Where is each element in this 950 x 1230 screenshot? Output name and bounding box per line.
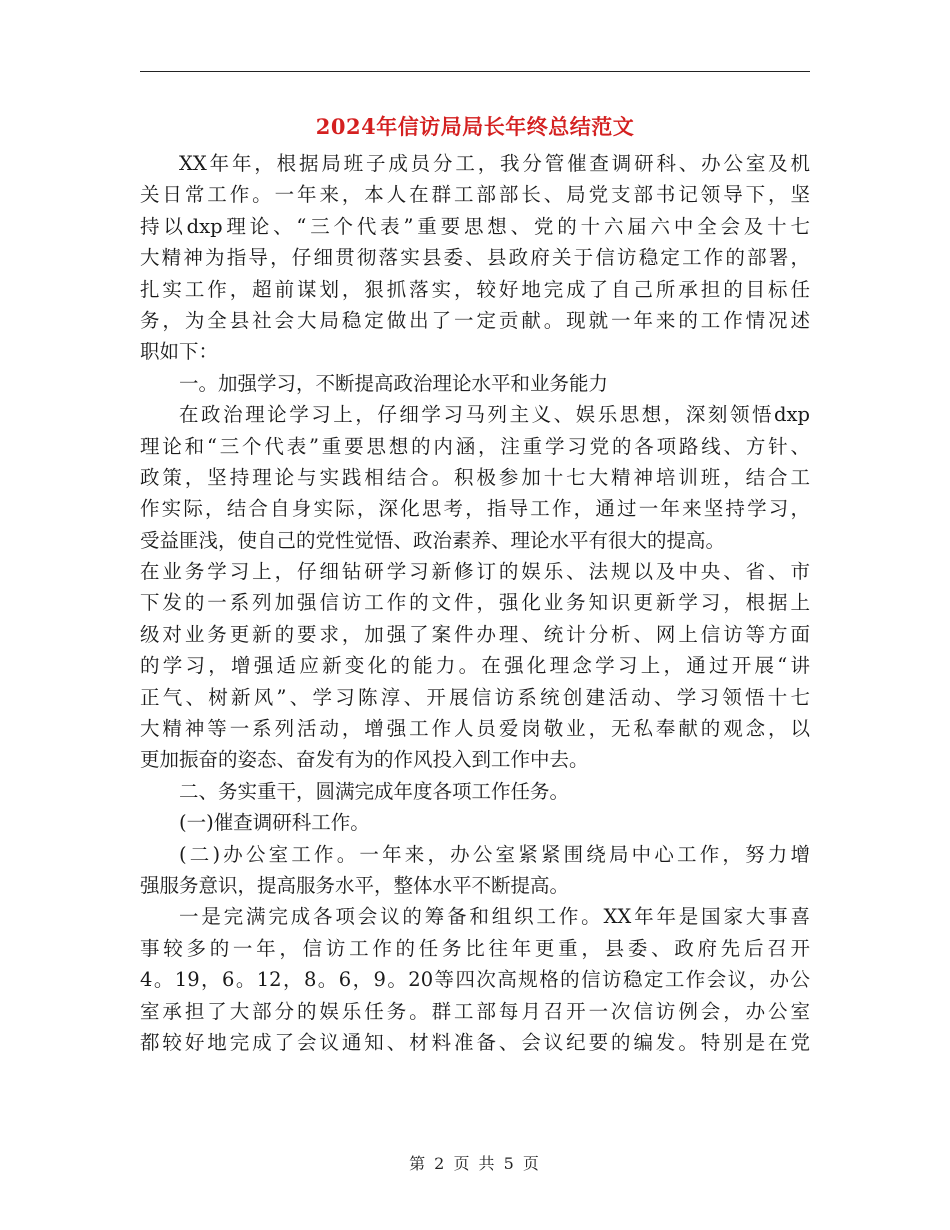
subsection-heading: (一)催查调研科工作。 bbox=[179, 811, 370, 835]
body-line: 关日常工作。一年来，本人在群工部部长、局党支部书记领导下，坚 bbox=[140, 183, 810, 207]
body-line: 作实际，结合自身实际，深化思考，指导工作，通过一年来坚持学习， bbox=[140, 497, 810, 521]
body-line: 更加振奋的姿态、奋发有为的作风投入到工作中去。 bbox=[140, 748, 589, 772]
body-line: 室承担了大部分的娱乐任务。群工部每月召开一次信访例会，办公室 bbox=[140, 999, 810, 1023]
body-line: 职如下： bbox=[140, 340, 219, 364]
body-line: (二)办公室工作。一年来，办公室紧紧围绕局中心工作，努力增 bbox=[179, 842, 810, 866]
document-body bbox=[140, 148, 810, 1058]
body-line: 级对业务更新的要求，加强了案件办理、统计分析、网上信访等方面 bbox=[140, 622, 810, 646]
body-line: 理论和“三个代表”重要思想的内涵，注重学习党的各项路线、方针、 bbox=[140, 434, 810, 458]
section-heading: 一。加强学习，不断提高政治理论水平和业务能力 bbox=[179, 371, 609, 395]
body-line: 大精神等一系列活动，增强工作人员爱岗敬业，无私奉献的观念，以 bbox=[140, 717, 810, 741]
section-heading: 二、务实重干，圆满完成年度各项工作任务。 bbox=[179, 779, 570, 803]
body-line: 政策，坚持理论与实践相结合。积极参加十七大精神培训班，结合工 bbox=[140, 465, 810, 489]
page-number-footer: 第 2 页 共 5 页 bbox=[409, 1154, 541, 1173]
header-rule bbox=[140, 71, 810, 72]
body-line: 正气、树新风”、学习陈淳、开展信访系统创建活动、学习领悟十七 bbox=[140, 685, 810, 709]
body-line: 强服务意识，提高服务水平，整体水平不断提高。 bbox=[140, 873, 570, 897]
body-line: 4。19，6。12，8。6，9。20等四次高规格的信访稳定工作会议，办公 bbox=[140, 968, 810, 992]
body-line: 事较多的一年，信访工作的任务比往年更重，县委、政府先后召开 bbox=[140, 936, 810, 960]
body-line: 都较好地完成了会议通知、材料准备、会议纪要的编发。特别是在党 bbox=[140, 1030, 810, 1054]
body-line: 在业务学习上，仔细钻研学习新修订的娱乐、法规以及中央、省、市 bbox=[140, 560, 810, 584]
body-line: 持以dxp理论、“三个代表”重要思想、党的十六届六中全会及十七 bbox=[140, 214, 810, 238]
body-line: 务，为全县社会大局稳定做出了一定贡献。现就一年来的工作情况述 bbox=[140, 308, 810, 332]
body-line: XX年年，根据局班子成员分工，我分管催查调研科、办公室及机 bbox=[179, 152, 810, 175]
body-line: 受益匪浅，使自己的党性觉悟、政治素养、理论水平有很大的提高。 bbox=[140, 528, 726, 552]
body-line: 扎实工作，超前谋划，狠抓落实，较好地完成了自己所承担的目标任 bbox=[140, 277, 810, 301]
document-title: 2024年信访局局长年终总结范文 bbox=[315, 114, 635, 139]
body-line: 一是完满完成各项会议的筹备和组织工作。XX年年是国家大事喜 bbox=[179, 905, 810, 929]
body-line: 下发的一系列加强信访工作的文件，强化业务知识更新学习，根据上 bbox=[140, 591, 810, 615]
body-line: 在政治理论学习上，仔细学习马列主义、娱乐思想，深刻领悟dxp bbox=[179, 403, 810, 427]
body-line: 的学习，增强适应新变化的能力。在强化理念学习上，通过开展“讲 bbox=[140, 654, 810, 678]
body-line: 大精神为指导，仔细贯彻落实县委、县政府关于信访稳定工作的部署， bbox=[140, 246, 810, 270]
